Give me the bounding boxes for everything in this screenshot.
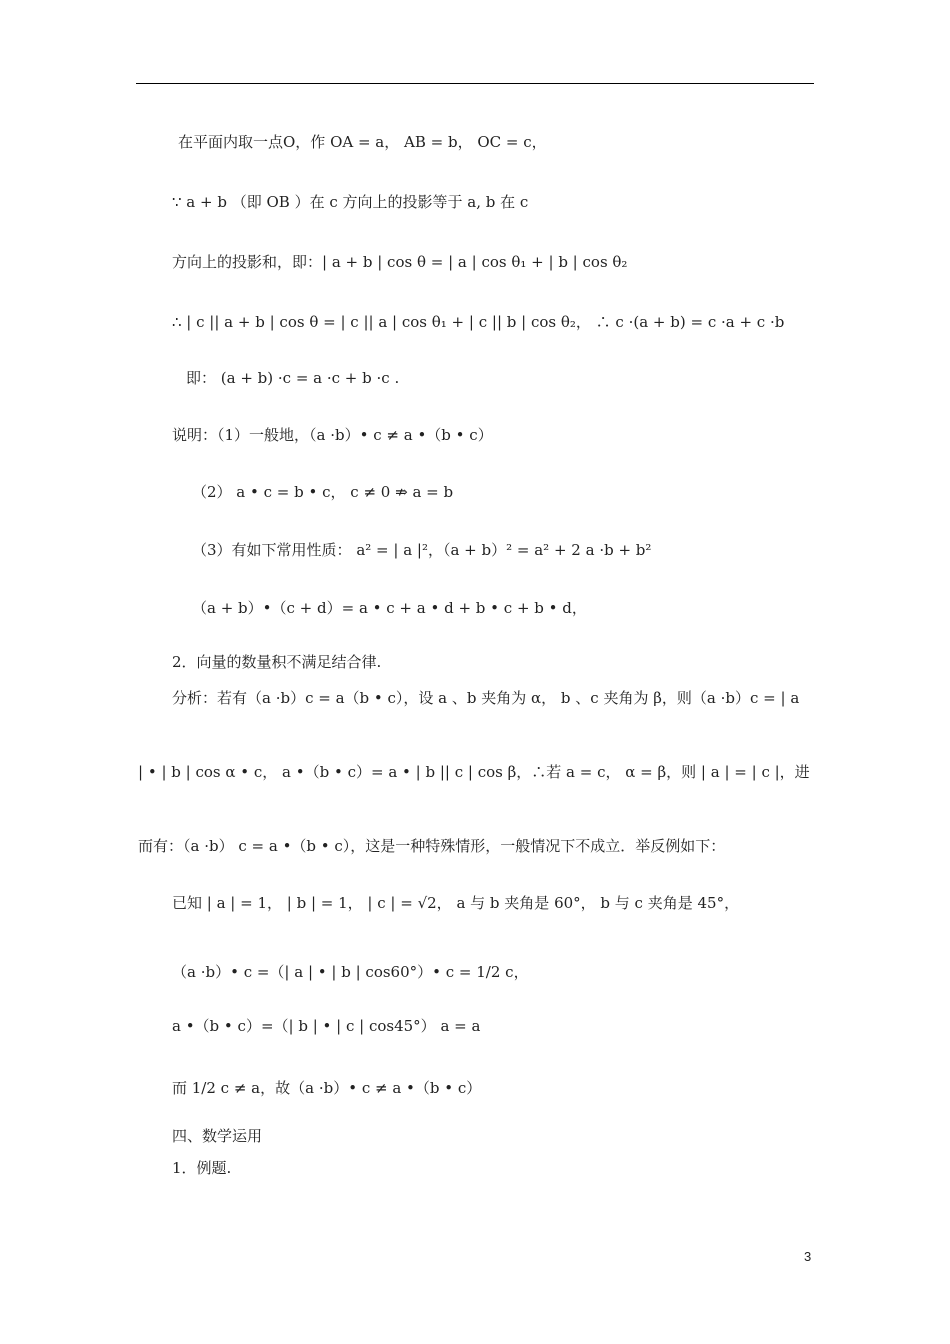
text-line: | • | b | cos α • c， a •（b • c）= a • | b || c | cos β，∴若 a = c， α = β，则 | a | = | c |，进 (138, 763, 810, 781)
text-line: 而有：（a ·b） c = a •（b • c），这是一种特殊情形，一般情况下不成立．举反例如下： (138, 837, 726, 855)
text-line: ∵ a + b （即 OB ）在 c 方向上的投影等于 a, b 在 c (172, 193, 529, 211)
text-line: （a + b）•（c + d）= a • c + a • d + b • c + b • d， (192, 599, 587, 617)
text-line: 说明：（1）一般地，（a ·b）• c ≠ a •（b • c） (172, 426, 493, 444)
text-line: 1．例题. (172, 1159, 232, 1177)
section-heading: 四、数学运用 (172, 1127, 263, 1145)
text-line: （a ·b）• c =（| a | • | b | cos60°）• c = 1/2 c， (172, 963, 529, 981)
text-line: 2．向量的数量积不满足结合律. (172, 653, 382, 671)
page-number: 3 (804, 1249, 812, 1264)
text-line: （2） a • c = b • c， c ≠ 0 ⇏ a = b (192, 483, 454, 501)
text-line: 而 1/2 c ≠ a，故（a ·b）• c ≠ a •（b • c） (172, 1079, 482, 1097)
text-line: ∴ | c || a + b | cos θ = | c || a | cos θ₁ + | c || b | cos θ₂， ∴ c ·(a + b) = c ·a + c ·b (172, 313, 785, 331)
text-line: 分析：若有（a ·b）c = a（b • c），设 a 、b 夹角为 α， b 、c 夹角为 β，则（a ·b）c = | a (172, 689, 800, 707)
header-rule (136, 83, 814, 84)
text-line: 即： (a + b) ·c = a ·c + b ·c . (186, 369, 400, 387)
text-line: a •（b • c）=（| b | • | c | cos45°） a = a (172, 1017, 481, 1035)
text-line: 方向上的投影和，即：| a + b | cos θ = | a | cos θ₁ + | b | cos θ₂ (172, 253, 628, 271)
text-line: 已知 | a | = 1， | b | = 1， | c | = √2， a 与 b 夹角是 60°， b 与 c 夹角是 45°， (172, 894, 740, 912)
text-line: （3）有如下常用性质： a² = | a |²，（a + b）² = a² + 2 a ·b + b² (192, 541, 652, 559)
text-line: 在平面内取一点O，作 OA = a， AB = b， OC = c， (178, 133, 547, 151)
